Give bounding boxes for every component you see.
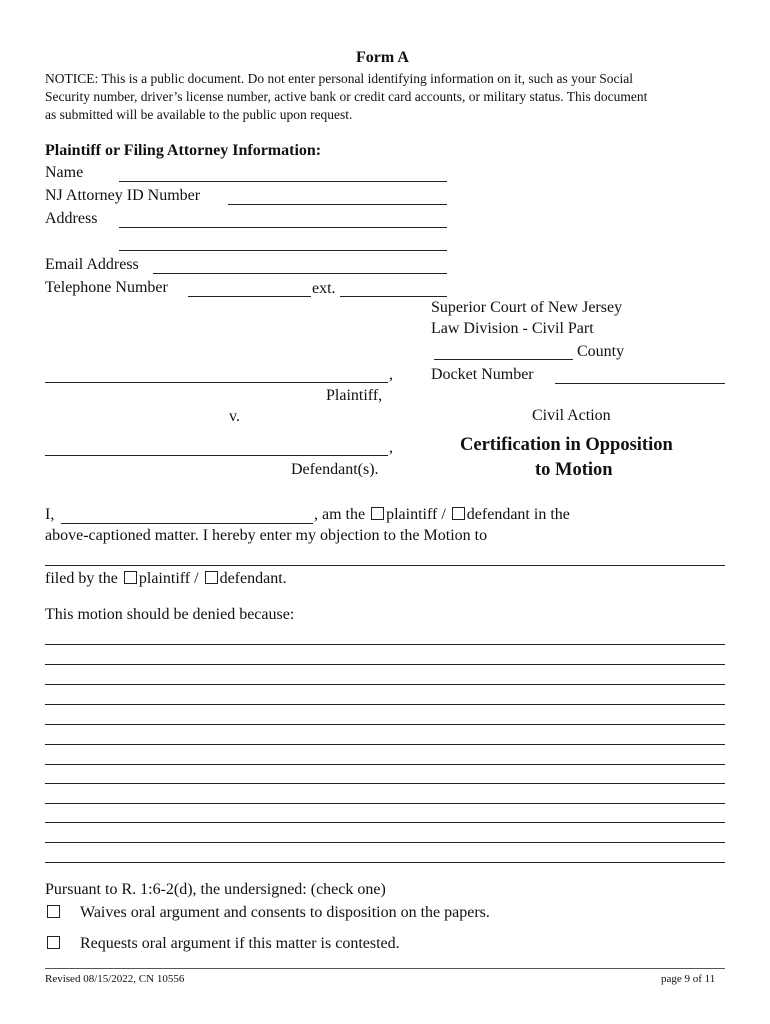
attorney-id-label: NJ Attorney ID Number [45,187,201,204]
filed-plaintiff-label: plaintiff / [138,570,199,587]
plaintiff-label: Plaintiff, [326,387,383,404]
filed-plaintiff-checkbox[interactable] [124,571,137,584]
address-label: Address [45,210,98,227]
notice-line-1: NOTICE: This is a public document. Do not enter personal identifying information on it, such as your Social [45,71,634,86]
reason-line-1[interactable] [45,644,725,645]
reason-line-12[interactable] [45,862,725,863]
defendant-name-field[interactable] [45,439,388,456]
attorney-id-field[interactable] [228,188,447,205]
notice-line-3: as submitted will be available to the public upon request. [45,107,353,122]
civil-action-label: Civil Action [532,407,611,424]
filed-defendant-checkbox[interactable] [205,571,218,584]
reason-line-6[interactable] [45,744,725,745]
defendant-label: Defendant(s). [291,461,379,478]
attorney-heading: Plaintiff or Filing Attorney Information: [45,142,322,159]
court-division: Law Division - Civil Part [431,320,594,337]
ext-field[interactable] [340,280,447,297]
oral-argument-intro: Pursuant to R. 1:6-2(d), the undersigned: (check one) [45,881,386,898]
name-field[interactable] [119,165,447,182]
county-field[interactable] [434,343,573,360]
reason-line-8[interactable] [45,783,725,784]
plaintiff-checkbox[interactable] [371,507,384,520]
name-label: Name [45,164,84,181]
reason-line-11[interactable] [45,842,725,843]
revision-note: Revised 08/15/2022, CN 10556 [45,973,185,985]
filed-by-line [45,570,287,588]
waive-oral-argument-checkbox[interactable] [47,905,60,918]
waive-oral-argument-label: Waives oral argument and consents to disposition on the papers. [80,904,490,921]
address-field-1[interactable] [119,211,447,228]
motion-description-field[interactable] [45,549,725,566]
request-oral-argument-label: Requests oral argument if this matter is contested. [80,935,400,952]
reason-line-3[interactable] [45,684,725,685]
reason-line-5[interactable] [45,724,725,725]
form-title: Form A [356,49,409,66]
email-field[interactable] [153,257,447,274]
footer-divider [45,968,725,969]
objection-text: above-captioned matter. I hereby enter my objection to the Motion to [45,527,488,544]
certifier-name-field[interactable] [61,507,313,524]
plaintiff-comma: , [389,366,393,383]
plaintiff-name-field[interactable] [45,366,388,383]
county-label: County [577,343,625,360]
document-title-line-2: to Motion [535,460,613,480]
denied-because-label: This motion should be denied because: [45,606,295,623]
versus-label: v. [229,408,240,425]
party-selection-line [314,506,570,524]
am-the-text: , am the [314,506,366,523]
defendant-option-label: defendant in the [466,506,570,523]
docket-label: Docket Number [431,366,534,383]
docket-field[interactable] [555,367,725,384]
address-field-2[interactable] [119,234,447,251]
filed-by-text: filed by the [45,570,118,587]
defendant-checkbox[interactable] [452,507,465,520]
document-title-line-1: Certification in Opposition [460,435,673,455]
request-oral-argument-checkbox[interactable] [47,936,60,949]
filed-defendant-label: defendant. [219,570,287,587]
i-label: I, [45,506,55,523]
phone-field[interactable] [188,280,311,297]
reason-line-9[interactable] [45,803,725,804]
phone-label: Telephone Number [45,279,168,296]
plaintiff-option-label: plaintiff / [386,506,446,523]
email-label: Email Address [45,256,139,273]
notice-line-2: Security number, driver’s license number, active bank or credit card accounts, or military status. This document [45,89,648,104]
reason-line-4[interactable] [45,704,725,705]
reason-line-7[interactable] [45,764,725,765]
reason-line-2[interactable] [45,664,725,665]
reason-line-10[interactable] [45,822,725,823]
ext-label: ext. [312,280,336,297]
page-number: page 9 of 11 [661,973,716,985]
defendant-comma: , [389,439,393,456]
court-name: Superior Court of New Jersey [431,299,623,316]
